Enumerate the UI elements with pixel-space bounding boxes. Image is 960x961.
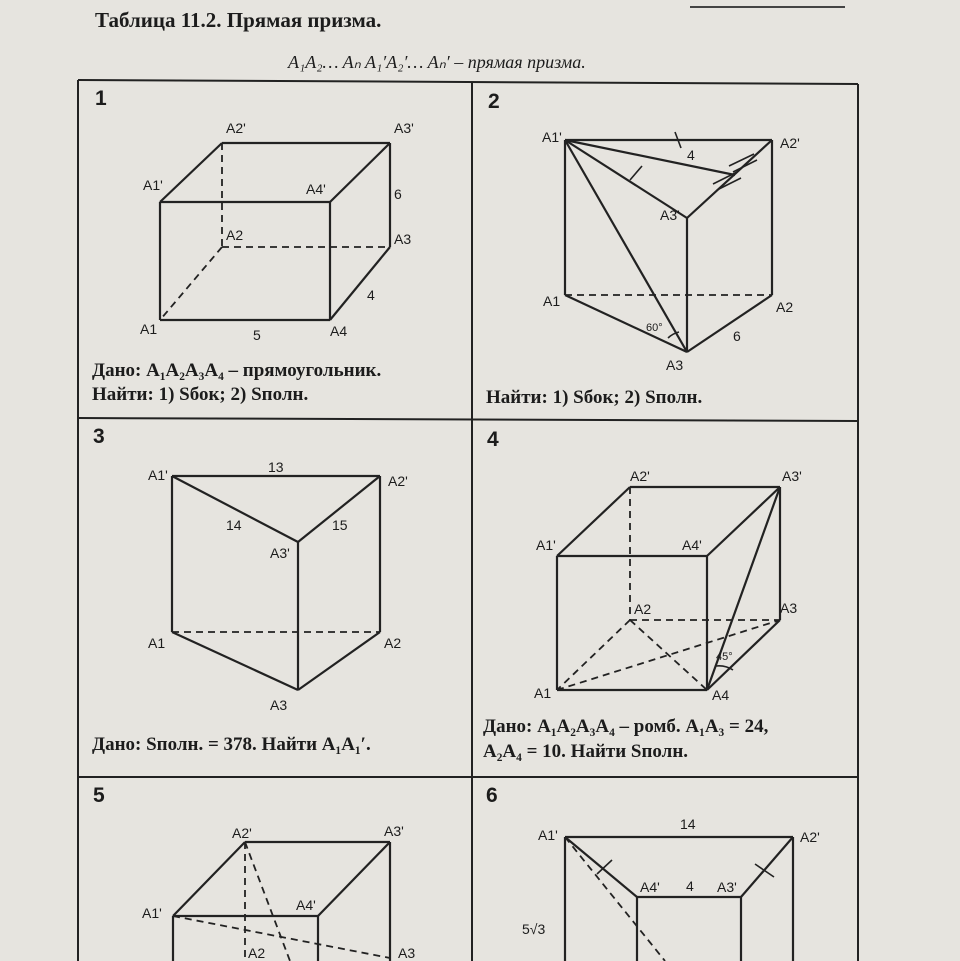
label-a2-prime: A2'	[630, 468, 650, 484]
label-a2: A2	[634, 601, 652, 617]
label-a3-prime: A3'	[782, 468, 802, 484]
dim-13: 13	[268, 459, 284, 475]
label-a1-prime: A1'	[536, 537, 556, 553]
label-a2: A2	[776, 299, 794, 315]
figure-6	[565, 837, 793, 961]
dim-14: 14	[226, 517, 242, 533]
label-a2-prime: A2'	[232, 825, 252, 841]
label-a3: A3	[780, 600, 798, 616]
label-a2: A2	[248, 945, 266, 961]
angle-60: 60°	[646, 322, 663, 334]
figure-1-labels	[140, 120, 414, 343]
figure-1	[160, 143, 390, 320]
dim-14: 14	[680, 816, 696, 832]
label-a2-prime: A2'	[388, 473, 408, 489]
label-a4-prime: A4'	[682, 537, 702, 553]
label-a4: A4	[712, 687, 730, 703]
label-a1: A1	[543, 293, 561, 309]
label-a3: A3	[666, 357, 684, 373]
figure-5	[173, 842, 390, 961]
label-a4-prime: A4'	[296, 897, 316, 913]
cell-3-given: Дано: Sполн. = 378. Найти A₁A₁′.	[92, 734, 371, 755]
figure-5-labels	[142, 823, 415, 961]
angle-45: 45°	[716, 651, 733, 663]
cell-4-find: A₂A₄ = 10. Найти Sполн.	[483, 741, 689, 762]
dim-6: 6	[733, 328, 741, 344]
table-subtitle: A₁A₂… Aₙ A₁′A₂′… Aₙ′ – прямая призма.	[288, 52, 586, 72]
cell-2-find: Найти: 1) Sбок; 2) Sполн.	[486, 387, 703, 408]
label-a1-prime: A1'	[143, 177, 163, 193]
dim-15: 15	[332, 517, 348, 533]
figure-4	[557, 487, 780, 690]
dim-4: 4	[687, 147, 695, 163]
label-a4: A4	[330, 323, 348, 339]
label-a1: A1	[534, 685, 552, 701]
label-a4-prime: A4'	[306, 181, 326, 197]
label-a2: A2	[384, 635, 402, 651]
label-a3-prime: A3'	[717, 879, 737, 895]
label-a2-prime: A2'	[800, 829, 820, 845]
table-grid	[78, 80, 858, 961]
dim-4: 4	[686, 878, 694, 894]
figure-2	[565, 132, 772, 352]
cell-number-2: 2	[488, 90, 500, 113]
dim-5: 5	[253, 327, 261, 343]
label-a3-prime: A3'	[270, 545, 290, 561]
label-a2-prime: A2'	[226, 120, 246, 136]
label-a4-prime: A4'	[640, 879, 660, 895]
cell-number-6: 6	[486, 784, 498, 807]
figure-3-labels	[148, 459, 408, 713]
cell-4-given: Дано: A₁A₂A₃A₄ – ромб. A₁A₃ = 24,	[483, 716, 769, 737]
figure-3	[172, 476, 380, 690]
label-a3-prime: A3'	[394, 120, 414, 136]
label-a2-prime: A2'	[780, 135, 800, 151]
label-a3-prime: A3'	[660, 207, 680, 223]
dim-6: 6	[394, 186, 402, 202]
label-a3: A3	[270, 697, 288, 713]
label-a1-prime: A1'	[538, 827, 558, 843]
label-a3-prime: A3'	[384, 823, 404, 839]
table-title: Таблица 11.2. Прямая призма.	[95, 8, 382, 32]
figure-6-labels	[522, 816, 820, 937]
cell-1-find: Найти: 1) Sбок; 2) Sполн.	[92, 384, 309, 405]
label-a1-prime: A1'	[142, 905, 162, 921]
label-a1-prime: A1'	[148, 467, 168, 483]
cell-number-1: 1	[95, 87, 107, 110]
cell-number-4: 4	[487, 428, 499, 451]
label-a1-prime: A1'	[542, 129, 562, 145]
label-a3: A3	[398, 945, 416, 961]
label-a3: A3	[394, 231, 412, 247]
cell-number-3: 3	[93, 425, 105, 448]
cell-number-5: 5	[93, 784, 105, 807]
cell-1-given: Дано: A₁A₂A₃A₄ – прямоугольник.	[92, 360, 382, 381]
dim-5-root-3: 5√3	[522, 921, 546, 937]
dim-4: 4	[367, 287, 375, 303]
label-a1: A1	[140, 321, 158, 337]
label-a2: A2	[226, 227, 244, 243]
label-a1: A1	[148, 635, 166, 651]
